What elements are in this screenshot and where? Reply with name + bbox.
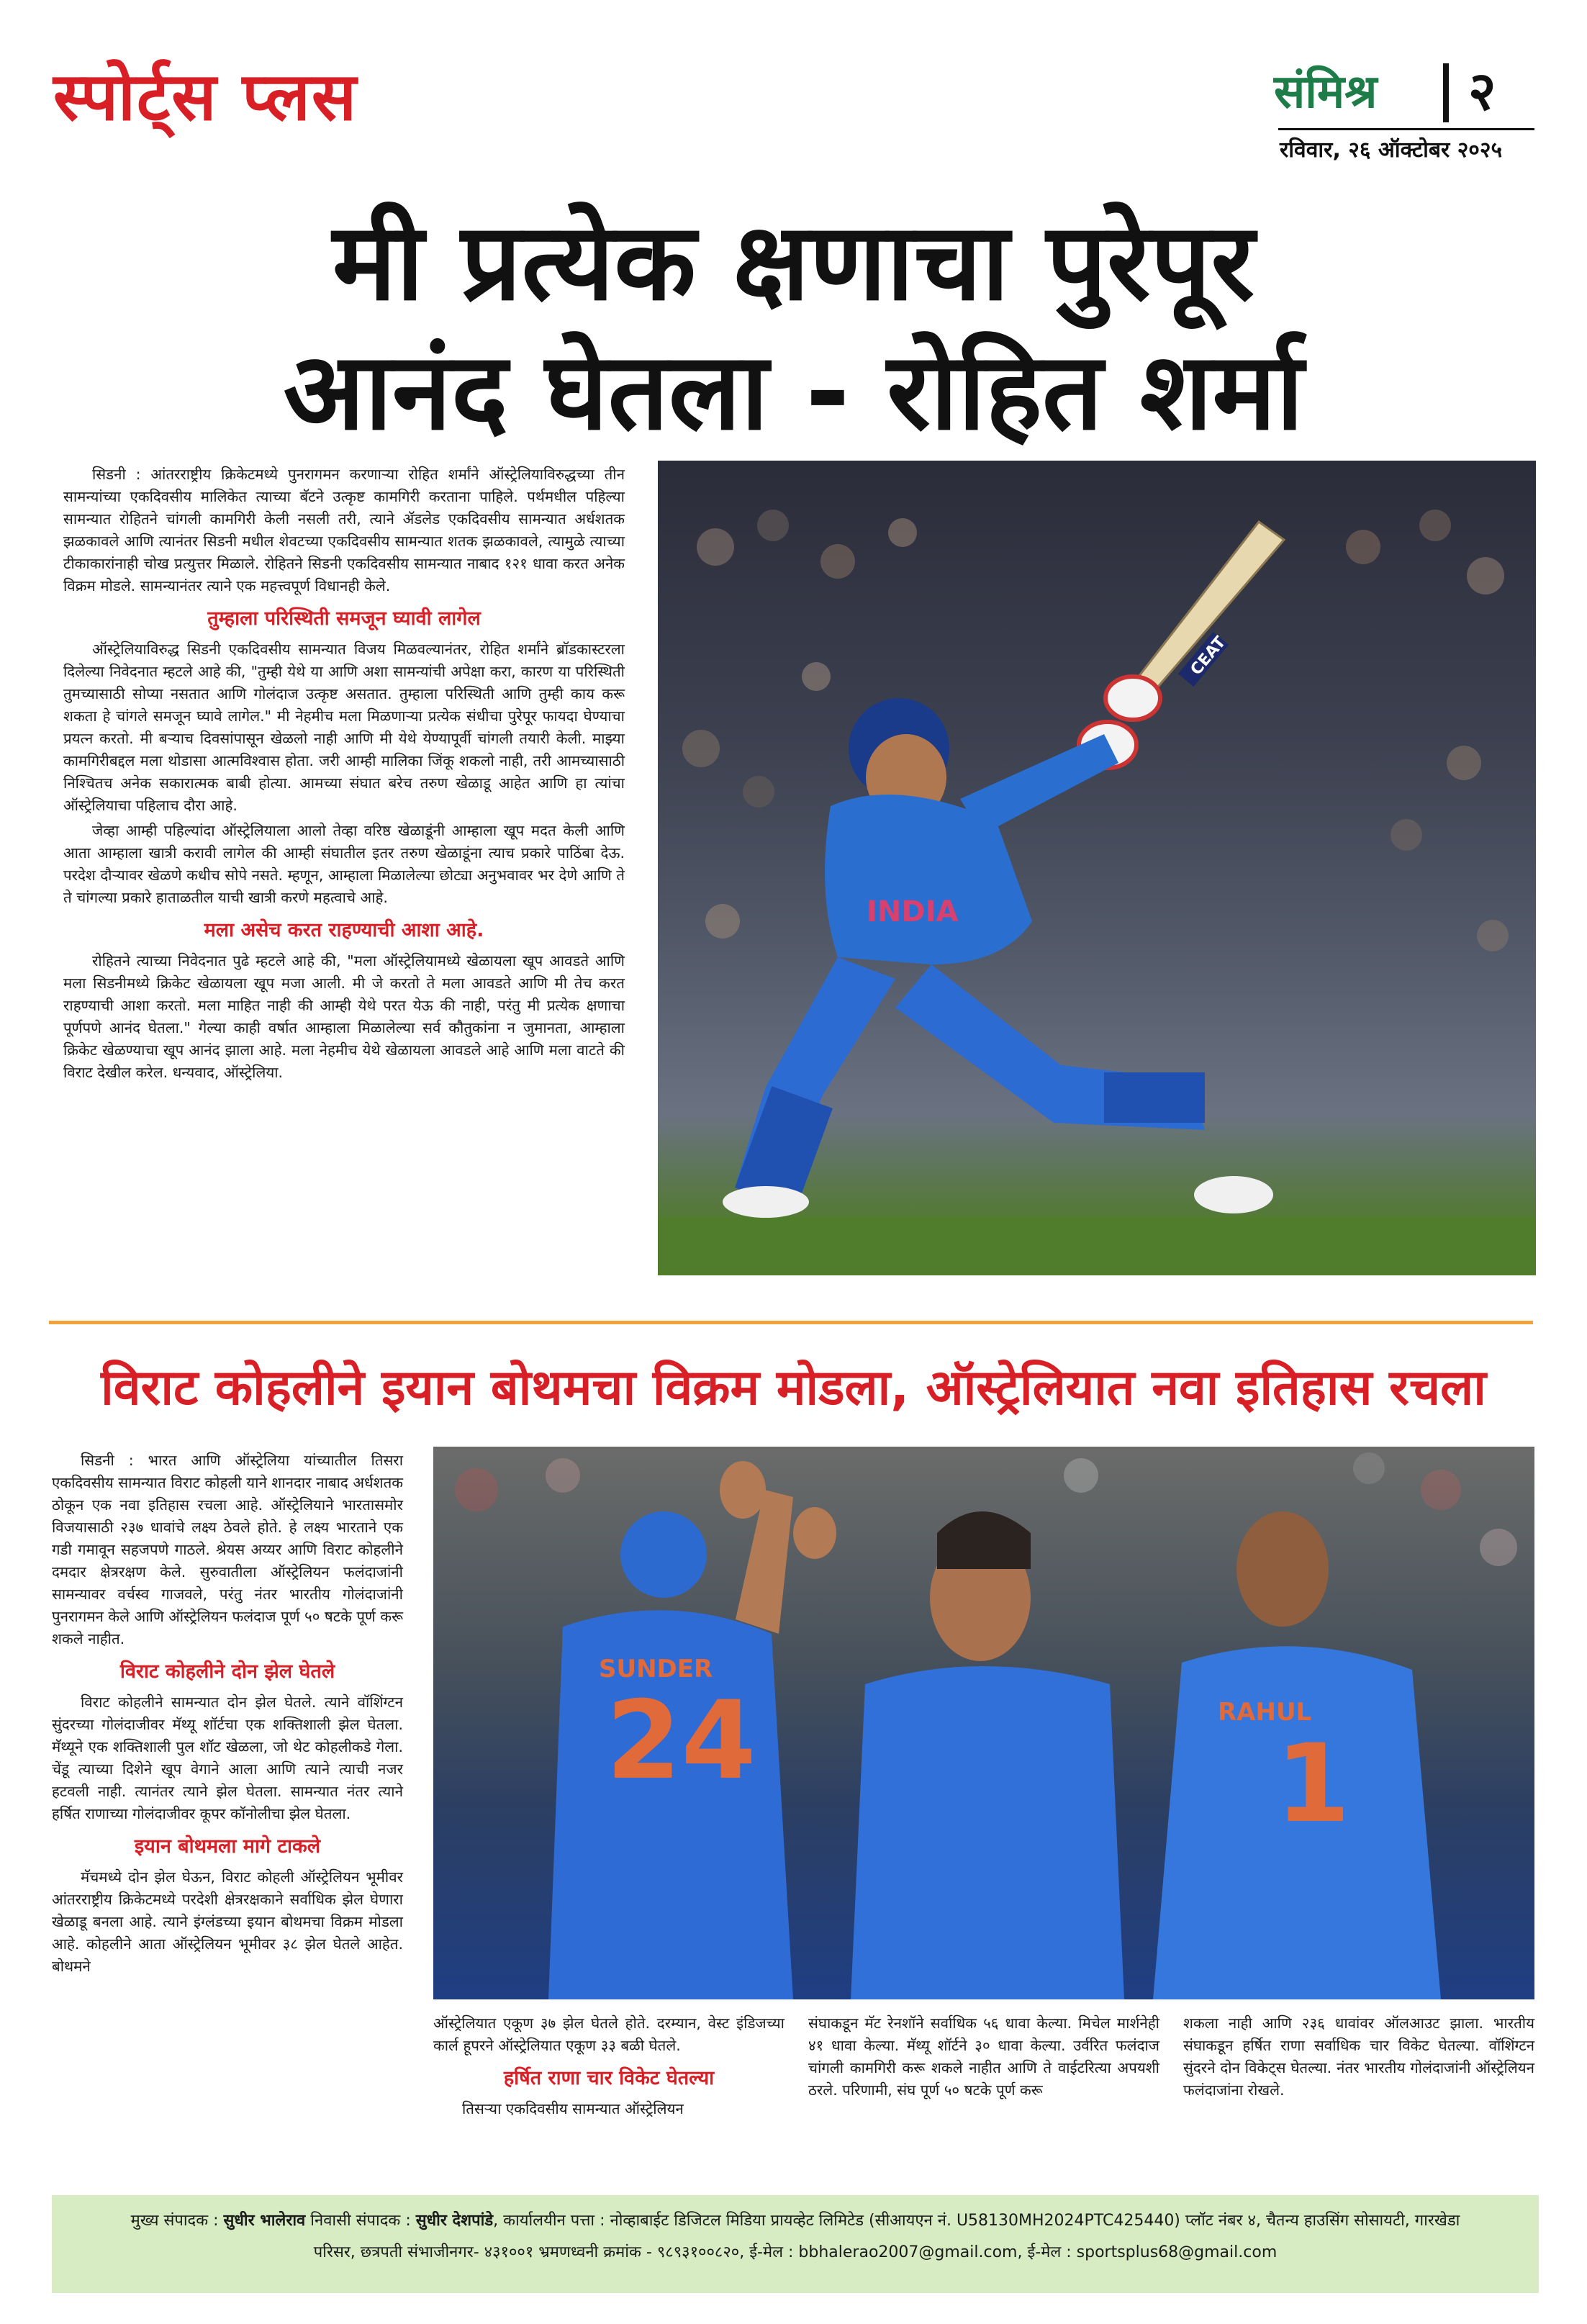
jersey-number-right: 1 <box>1275 1722 1351 1847</box>
masthead-rule <box>1278 128 1534 130</box>
bat-sponsor-text: CEAT <box>1187 633 1230 679</box>
imprint-footer <box>52 2195 1539 2293</box>
story2-subhead-2: इयान बोथमला मागे टाकले <box>134 1835 321 1858</box>
story2-bottom-column <box>1183 2012 1534 2123</box>
masthead-title: स्पोर्ट्स प्लस <box>53 58 358 135</box>
story1-paragraph: जेव्हा आम्ही पहिल्यांदा ऑस्ट्रेलियाला आलो तेव्हा वरिष्ठ खेळाडूंनी आम्हाला खूप मदत केली आणि आता आम्हाला खात्री करावी लागेल की आम्ही संघातील इतर तरुण खेळाडूंना त्याच प्रकारे पाठिंबा देऊ. परदेश दौऱ्यावर खेळणे कधीच सोपे नसते. म्हणून, आम्हाला मिळालेल्या छोट्या अनुभवावर भर देणे आणि ते ते चांगल्या प्रकारे हाताळतील याची खात्री करणे महत्वाचे आहे. <box>63 822 625 906</box>
footer-address: , कार्यालयीन पत्ता : नोव्हाबाईट डिजिटल मिडिया प्रायव्हेट लिमिटेड (सीआयएन नं. U58130MH2024PTC425440) प्लॉट नंबर ४, चैतन्य हाउसिंग सोसायटी, गारखेडा <box>493 2212 1460 2230</box>
story2-paragraph: तिसऱ्या एकदिवसीय सामन्यात ऑस्ट्रेलियन <box>462 2100 684 2117</box>
jersey-number-left: 24 <box>606 1678 756 1804</box>
section-divider-line <box>49 1321 1533 1324</box>
footer-editor-name: सुधीर भालेराव <box>223 2212 306 2230</box>
issue-date: रविवार, २६ ऑक्टोबर २०२५ <box>1280 137 1503 163</box>
story2-bottom-columns <box>433 2012 1534 2123</box>
story2-bottom-column <box>808 2012 1159 2123</box>
footer-editor-label: मुख्य संपादक : <box>130 2212 219 2230</box>
section-name: संमिश्र <box>1274 65 1378 119</box>
story1-paragraph: रोहितने त्याच्या निवेदनात पुढे म्हटले आहे की, "मला ऑस्ट्रेलियामध्ये खेळायला खूप आवडते आणि मला सिडनीमध्ये क्रिकेट खेळायला खूप मजा आली. मी जे करतो ते मला आवडते आणि मी तेच करत राहण्याची आशा करतो. मला माहित नाही की आम्ही येथे परत येऊ की नाही, परंतु मी प्रत्येक क्षणाचा पूर्णपणे आनंद घेतला." गेल्या काही वर्षात आम्हाला मिळालेल्या सर्व कौतुकांना न जुमानता, आम्हाला क्रिकेट खेळण्याचा खूप आनंद झाला आहे. मला नेहमीच येथे खेळायला आवडले आहे आणि मला वाटते की विराट देखील करेल. धन्यवाद, ऑस्ट्रेलिया. <box>63 952 625 1081</box>
jersey-text: INDIA <box>867 895 959 928</box>
rohit-sharma-photo <box>658 461 1536 1275</box>
story1-headline-line1: मी प्रत्येक क्षणाचा पुरेपूर <box>332 200 1254 324</box>
story2-paragraph: शकला नाही आणि २३६ धावांवर ऑलआउट झाला. भारतीय संघाकडून हर्षित राणा सर्वाधिक चार विकेट घेतल्या. वॉशिंग्टन सुंदरने दोन विकेट्स घेतल्या. नंतर भारतीय गोलंदाजांनी ऑस्ट्रेलियन फलंदाजांना रोखले. <box>1183 2015 1534 2099</box>
story2-paragraph: विराट कोहलीने सामन्यात दोन झेल घेतले. त्याने वॉशिंग्टन सुंदरच्या गोलंदाजीवर मॅथ्यू शॉर्टचा एक शक्तिशाली झेल घेतला. मॅथ्यूने एक शक्तिशाली पुल शॉट खेळला, जो थेट कोहलीकडे गेला. चेंडू त्याच्या दिशेने खूप वेगाने आला आणि त्याने त्याची नजर हटवली नाही. त्यानंतर त्याने झेल घेतला. सामन्यात नंतर त्याने हर्षित राणाच्या गोलंदाजीवर कूपर कॉनोलीचा झेल घेतला. <box>52 1694 403 1822</box>
jersey-name-left: SUNDER <box>599 1655 713 1683</box>
story1-paragraph: ऑस्ट्रेलियाविरुद्ध सिडनी एकदिवसीय सामन्यात विजय मिळवल्यानंतर, रोहित शर्मांने ब्रॉडकास्टरला दिलेल्या निवेदनात म्हटले आहे की, "तुम्ही येथे या आणि अशा सामन्यांची अपेक्षा करा, कारण या परिस्थिती तुमच्यासाठी सोप्या नसतात आणि गोलंदाज उत्कृष्ट असतात. तुम्हाला परिस्थिती आणि तुम्ही काय करू शकता हे चांगले समजून घ्यावे लागेल." मी नेहमीच मला मिळणाऱ्या प्रत्येक संधीचा पुरेपूर फायदा घेण्याचा प्रयत्न करतो. मी बऱ्याच दिवसांपासून खेळलो नाही आणि मी येथे येण्यापूर्वी चांगली तयारी केली. माझ्या कामगिरीबद्दल मला थोडासा आत्मविश्वास होता. जरी आम्ही मालिका जिंकू शकलो नाही, तरी आमच्यासाठी निश्चितच अनेक सकारात्मक बाबी होत्या. आमच्या संघात बरेच तरुण खेळाडू आहेत आणि हा त्यांचा ऑस्ट्रेलियाचा पहिलाच दौरा आहे. <box>63 641 625 814</box>
story2-intro: सिडनी : भारत आणि ऑस्ट्रेलिया यांच्यातील तिसरा एकदिवसीय सामन्यात विराट कोहली याने शानदार नाबाद अर्धशतक ठोकून एक नवा इतिहास रचला आहे. ऑस्ट्रेलियाने भारतासमोर विजयासाठी २३७ धावांचे लक्ष्य ठेवले होते. हे लक्ष्य भारताने एक गडी गमावून सहजपणे गाठले. श्रेयस अय्यर आणि विराट कोहलीने दमदार क्षेत्ररक्षण केले. सुरुवातीला ऑस्ट्रेलियन फलंदाजांनी सामन्यावर वर्चस्व गाजवले, परंतु नंतर भारतीय गोलंदाजांनी पुनरागमन केले आणि ऑस्ट्रेलियन फलंदाज पूर्ण ५० षटके पूर्ण करू शकले नाहीत. <box>52 1452 403 1647</box>
team-celebration-photo <box>433 1447 1534 1999</box>
story1-intro: सिडनी : आंतरराष्ट्रीय क्रिकेटमध्ये पुनरागमन करणाऱ्या रोहित शर्मांने ऑस्ट्रेलियाविरुद्धच्या तीन सामन्यांच्या एकदिवसीय मालिकेत त्याच्या बॅटने उत्कृष्ट कामगिरी करताना पाहिले. पर्थमधील पहिल्या सामन्यात रोहितने चांगली कामगिरी केली नसली तरी, त्याने ॲडलेड एकदिवसीय सामन्यात अर्धशतक झळकावले आणि त्यानंतर सिडनी मधील शेवटच्या एकदिवसीय सामन्यात शतक झळकावले, त्यामुळे त्याच्या टीकाकारांनाही चोख प्रत्युत्तर मिळाले. रोहितने सिडनी एकदिवसीय सामन्यात नाबाद १२१ धावा करत अनेक विक्रम मोडले. सामन्यानंतर त्याने एक महत्त्वपूर्ण विधानही केले. <box>63 466 625 594</box>
story2-bottom-column <box>433 2012 785 2123</box>
story1-headline-line2: आनंद घेतला - रोहित शर्मा <box>283 330 1304 453</box>
story1-text-column <box>63 464 625 1087</box>
footer-line-1 <box>81 2205 1510 2237</box>
story2-paragraph: मॅचमध्ये दोन झेल घेऊन, विराट कोहली ऑस्ट्रेलियन भूमीवर आंतरराष्ट्रीय क्रिकेटमध्ये परदेशी क्षेत्ररक्षकाने सर्वाधिक झेल घेणारा खेळाडू बनला आहे. त्याने इंग्लंडच्या इयान बोथमचा विक्रम मोडला आहे. कोहलीने आता ऑस्ट्रेलियन भूमीवर ३८ झेल घेतले आहेत. बोथमने <box>52 1868 403 1975</box>
story1-subhead-1: तुम्हाला परिस्थिती समजून घ्यावी लागेल <box>207 607 481 630</box>
story2-subhead-1: विराट कोहलीने दोन झेल घेतले <box>119 1660 335 1683</box>
footer-resident-label: निवासी संपादक : <box>310 2212 411 2230</box>
story1-subhead-2: मला असेच करत राहण्याची आशा आहे. <box>204 919 484 941</box>
story2-headline: विराट कोहलीने इयान बोथमचा विक्रम मोडला, ऑस्ट्रेलियात नवा इतिहास रचला <box>101 1360 1486 1416</box>
jersey-name-right: RAHUL <box>1218 1698 1312 1727</box>
story2-subhead-3: हर्षित राणा चार विकेट घेतल्या <box>503 2067 715 2089</box>
footer-resident-name: सुधीर देशपांडे <box>415 2212 494 2230</box>
story2-paragraph: संघाकडून मॅट रेनशॉने सर्वाधिक ५६ धावा केल्या. मिचेल मार्शनेही ४१ धावा केल्या. मॅथ्यू शॉर्टने ३० धावा केल्या. उर्वरित फलंदाज चांगली कामगिरी करू शकले नाहीत आणि ते वाईटरित्या अपयशी ठरले. परिणामी, संघ पूर्ण ५० षटके पूर्ण करू <box>808 2015 1159 2099</box>
story2-left-column <box>52 1450 403 1981</box>
story2-paragraph: ऑस्ट्रेलियात एकूण ३७ झेल घेतले होते. दरम्यान, वेस्ट इंडिजच्या कार्ल हूपरने ऑस्ट्रेलियात एकूण ३३ बळी घेतले. <box>433 2015 785 2054</box>
page-number: २ <box>1468 60 1496 122</box>
footer-line-2: परिसर, छत्रपती संभाजीनगर- ४३१००१ भ्रमणध्वनी क्रमांक - ९८९३१००८२०, ई-मेल : bbhalerao2007@gmail.com, ई-मेल : sportsplus68@gmail.com <box>313 2243 1278 2261</box>
section-divider <box>1443 63 1449 122</box>
